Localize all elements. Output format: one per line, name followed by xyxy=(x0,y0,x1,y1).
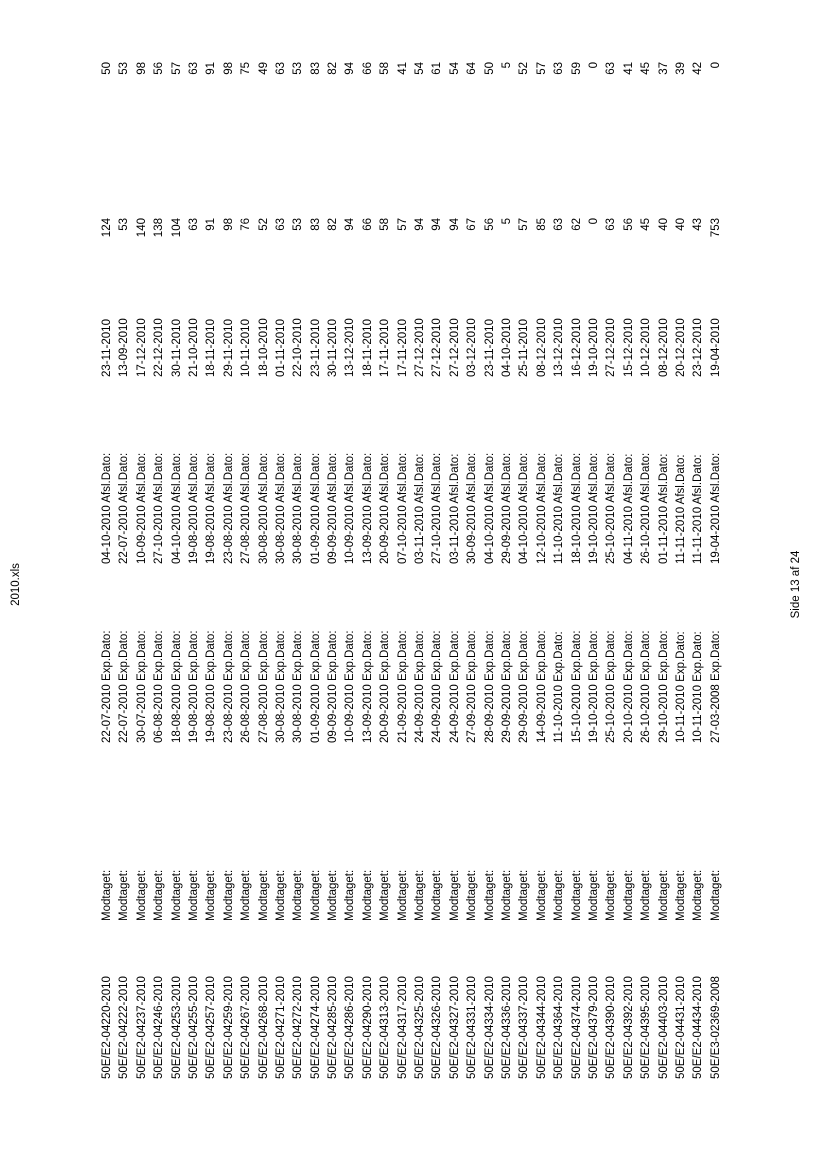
days-total: 67 xyxy=(466,218,479,231)
days-total: 57 xyxy=(518,218,531,231)
received-label: Modtaget: xyxy=(518,869,531,921)
days-total: 58 xyxy=(379,218,392,231)
days-processing: 45 xyxy=(640,62,653,75)
received-date: 30-08-2010 Exp.Dato: xyxy=(292,630,305,743)
closed-date: 13-12-2010 xyxy=(553,318,566,377)
table-row xyxy=(169,44,186,1104)
days-processing: 63 xyxy=(274,62,287,75)
days-processing: 54 xyxy=(414,62,427,75)
case-id: 50E/E2-04327-2010 xyxy=(448,976,461,1079)
case-id: 50E/E2-04222-2010 xyxy=(118,976,131,1079)
table-row xyxy=(186,44,203,1104)
received-label: Modtaget: xyxy=(500,869,513,921)
days-processing: 41 xyxy=(622,62,635,75)
case-id: 50E/E2-04317-2010 xyxy=(396,976,409,1079)
exp-date: 30-08-2010 Afsl.Dato: xyxy=(274,452,287,564)
exp-date: 01-09-2010 Afsl.Dato: xyxy=(309,452,322,564)
days-processing: 63 xyxy=(605,62,618,75)
closed-date: 10-12-2010 xyxy=(640,318,653,377)
exp-date: 27-10-2010 Afsl.Dato: xyxy=(153,452,166,564)
received-label: Modtaget: xyxy=(622,869,635,921)
received-date: 11-10-2010 Exp.Dato: xyxy=(553,631,566,743)
closed-date: 25-11-2010 xyxy=(518,319,531,377)
received-label: Modtaget: xyxy=(187,869,200,921)
received-date: 25-10-2010 Exp.Dato: xyxy=(605,630,618,743)
days-total: 83 xyxy=(309,218,322,231)
table-row xyxy=(429,44,446,1104)
days-total: 63 xyxy=(187,218,200,231)
table-row xyxy=(360,44,377,1104)
case-id: 50E/E2-04336-2010 xyxy=(500,976,513,1079)
table-row xyxy=(673,44,690,1104)
case-id: 50E/E2-04374-2010 xyxy=(570,976,583,1079)
exp-date: 04-10-2010 Afsl.Dato: xyxy=(101,452,113,564)
received-date: 19-08-2010 Exp.Dato: xyxy=(205,630,218,743)
closed-date: 17-12-2010 xyxy=(135,318,148,377)
received-label: Modtaget: xyxy=(135,869,148,921)
exp-date: 04-10-2010 Afsl.Dato: xyxy=(170,452,183,564)
table-row xyxy=(412,44,429,1104)
table-row xyxy=(273,44,290,1104)
record-table xyxy=(99,44,725,1104)
exp-date: 04-10-2010 Afsl.Dato: xyxy=(518,452,531,564)
closed-date: 19-10-2010 xyxy=(587,318,600,377)
received-label: Modtaget: xyxy=(466,869,479,921)
exp-date: 19-08-2010 Afsl.Dato: xyxy=(187,452,200,564)
table-row xyxy=(99,44,116,1104)
days-processing: 50 xyxy=(101,62,113,75)
table-row xyxy=(395,44,412,1104)
days-total: 76 xyxy=(240,218,253,231)
received-label: Modtaget: xyxy=(309,869,322,921)
closed-date: 22-12-2010 xyxy=(153,318,166,377)
closed-date: 23-11-2010 xyxy=(309,319,322,377)
days-total: 5 xyxy=(500,218,513,225)
closed-date: 15-12-2010 xyxy=(622,318,635,377)
received-label: Modtaget: xyxy=(605,869,618,921)
received-label: Modtaget: xyxy=(640,869,653,921)
received-label: Modtaget: xyxy=(674,869,687,921)
table-row xyxy=(586,44,603,1104)
days-processing: 75 xyxy=(240,62,253,75)
received-date: 29-09-2010 Exp.Dato: xyxy=(500,630,513,743)
days-processing: 0 xyxy=(587,62,600,69)
received-date: 26-08-2010 Exp.Dato: xyxy=(240,630,253,743)
days-processing: 37 xyxy=(657,62,670,75)
table-row xyxy=(482,44,499,1104)
table-row xyxy=(690,44,707,1104)
case-id: 50E/E2-04259-2010 xyxy=(222,976,235,1079)
days-total: 94 xyxy=(344,218,357,231)
days-processing: 57 xyxy=(535,62,548,75)
closed-date: 19-04-2010 xyxy=(709,318,722,377)
days-total: 52 xyxy=(257,218,270,231)
exp-date: 30-08-2010 Afsl.Dato: xyxy=(292,452,305,564)
days-total: 63 xyxy=(553,218,566,231)
closed-date: 23-12-2010 xyxy=(692,318,705,377)
days-total: 40 xyxy=(657,218,670,231)
received-date: 20-09-2010 Exp.Dato: xyxy=(379,630,392,743)
table-row xyxy=(447,44,464,1104)
exp-date: 22-07-2010 Afsl.Dato: xyxy=(118,452,131,564)
received-date: 14-09-2010 Exp.Dato: xyxy=(535,630,548,743)
case-id: 50E/E2-04220-2010 xyxy=(101,976,113,1079)
days-total: 753 xyxy=(709,218,722,238)
received-label: Modtaget: xyxy=(344,869,357,921)
received-label: Modtaget: xyxy=(570,869,583,921)
table-row xyxy=(499,44,516,1104)
page-footer-number: Side 13 af 24 xyxy=(790,550,802,619)
days-total: 98 xyxy=(222,218,235,231)
days-processing: 63 xyxy=(187,62,200,75)
case-id: 50E/E2-04390-2010 xyxy=(605,976,618,1079)
closed-date: 21-10-2010 xyxy=(187,318,200,377)
table-row xyxy=(134,44,151,1104)
days-processing: 61 xyxy=(431,62,444,75)
case-id: 50E/E2-04267-2010 xyxy=(240,976,253,1079)
received-date: 10-11-2010 Exp.Dato: xyxy=(692,631,705,743)
exp-date: 10-09-2010 Afsl.Dato: xyxy=(135,452,148,564)
closed-date: 27-12-2010 xyxy=(414,318,427,377)
days-total: 63 xyxy=(274,218,287,231)
days-processing: 53 xyxy=(118,62,131,75)
exp-date: 20-09-2010 Afsl.Dato: xyxy=(379,452,392,564)
received-date: 27-08-2010 Exp.Dato: xyxy=(257,630,270,743)
days-total: 40 xyxy=(674,218,687,231)
case-id: 50E/E2-04257-2010 xyxy=(205,976,218,1079)
days-processing: 58 xyxy=(379,62,392,75)
exp-date: 09-09-2010 Afsl.Dato: xyxy=(327,452,340,564)
case-id: 50E/E2-04344-2010 xyxy=(535,976,548,1079)
table-row xyxy=(151,44,168,1104)
closed-date: 13-12-2010 xyxy=(344,318,357,377)
exp-date: 03-11-2010 Afsl.Dato: xyxy=(448,453,461,564)
exp-date: 19-10-2010 Afsl.Dato: xyxy=(587,452,600,564)
received-date: 27-09-2010 Exp.Dato: xyxy=(466,630,479,743)
exp-date: 11-10-2010 Afsl.Dato: xyxy=(553,453,566,564)
received-label: Modtaget: xyxy=(240,869,253,921)
closed-date: 27-12-2010 xyxy=(448,318,461,377)
table-row xyxy=(621,44,638,1104)
received-label: Modtaget: xyxy=(657,869,670,921)
table-row xyxy=(238,44,255,1104)
table-row xyxy=(464,44,481,1104)
days-total: 45 xyxy=(640,218,653,231)
received-label: Modtaget: xyxy=(118,869,131,921)
received-date: 20-10-2010 Exp.Dato: xyxy=(622,630,635,743)
table-row xyxy=(638,44,655,1104)
received-label: Modtaget: xyxy=(274,869,287,921)
days-processing: 41 xyxy=(396,62,409,75)
case-id: 50E/E2-04326-2010 xyxy=(431,976,444,1079)
received-label: Modtaget: xyxy=(379,869,392,921)
table-row xyxy=(325,44,342,1104)
received-date: 10-09-2010 Exp.Dato: xyxy=(344,630,357,743)
days-processing: 98 xyxy=(222,62,235,75)
table-row xyxy=(290,44,307,1104)
days-total: 63 xyxy=(605,218,618,231)
closed-date: 23-11-2010 xyxy=(483,319,496,377)
case-id: 50E/E2-04334-2010 xyxy=(483,976,496,1079)
closed-date: 22-10-2010 xyxy=(292,318,305,377)
case-id: 50E/E2-04285-2010 xyxy=(327,976,340,1079)
days-processing: 5 xyxy=(500,62,513,69)
days-processing: 66 xyxy=(361,62,374,75)
days-total: 94 xyxy=(448,218,461,231)
case-id: 50E/E2-04246-2010 xyxy=(153,976,166,1079)
exp-date: 30-09-2010 Afsl.Dato: xyxy=(466,452,479,564)
case-id: 50E/E2-04286-2010 xyxy=(344,976,357,1079)
received-label: Modtaget: xyxy=(431,869,444,921)
days-total: 104 xyxy=(170,218,183,238)
received-date: 18-08-2010 Exp.Dato: xyxy=(170,630,183,743)
closed-date: 13-09-2010 xyxy=(118,318,131,377)
exp-date: 19-08-2010 Afsl.Dato: xyxy=(205,452,218,564)
case-id: 50E/E2-04431-2010 xyxy=(674,976,687,1079)
case-id: 50E/E2-04337-2010 xyxy=(518,976,531,1079)
table-row xyxy=(116,44,133,1104)
days-processing: 57 xyxy=(170,62,183,75)
received-date: 24-09-2010 Exp.Dato: xyxy=(448,630,461,743)
received-label: Modtaget: xyxy=(396,869,409,921)
exp-date: 25-10-2010 Afsl.Dato: xyxy=(605,452,618,564)
closed-date: 27-12-2010 xyxy=(431,318,444,377)
received-label: Modtaget: xyxy=(101,869,113,921)
closed-date: 18-11-2010 xyxy=(361,319,374,377)
days-processing: 94 xyxy=(344,62,357,75)
closed-date: 03-12-2010 xyxy=(466,318,479,377)
closed-date: 17-11-2010 xyxy=(396,319,409,377)
days-total: 56 xyxy=(622,218,635,231)
closed-date: 16-12-2010 xyxy=(570,318,583,377)
table-row xyxy=(551,44,568,1104)
received-label: Modtaget: xyxy=(257,869,270,921)
table-row xyxy=(377,44,394,1104)
days-processing: 82 xyxy=(327,62,340,75)
received-label: Modtaget: xyxy=(222,869,235,921)
days-total: 66 xyxy=(361,218,374,231)
closed-date: 27-12-2010 xyxy=(605,318,618,377)
closed-date: 30-11-2010 xyxy=(327,319,340,377)
days-total: 85 xyxy=(535,218,548,231)
exp-date: 18-10-2010 Afsl.Dato: xyxy=(570,452,583,564)
exp-date: 04-11-2010 Afsl.Dato: xyxy=(622,453,635,564)
exp-date: 27-10-2010 Afsl.Dato: xyxy=(431,452,444,564)
days-processing: 50 xyxy=(483,62,496,75)
case-id: 50E/E2-04434-2010 xyxy=(692,976,705,1079)
table-row xyxy=(534,44,551,1104)
table-row xyxy=(569,44,586,1104)
closed-date: 08-12-2010 xyxy=(657,318,670,377)
days-total: 43 xyxy=(692,218,705,231)
days-processing: 56 xyxy=(153,62,166,75)
exp-date: 23-08-2010 Afsl.Dato: xyxy=(222,452,235,564)
received-label: Modtaget: xyxy=(692,869,705,921)
closed-date: 10-11-2010 xyxy=(240,319,253,377)
days-processing: 49 xyxy=(257,62,270,75)
table-row xyxy=(708,44,725,1104)
received-date: 06-08-2010 Exp.Dato: xyxy=(153,630,166,743)
case-id: 50E/E2-04395-2010 xyxy=(640,976,653,1079)
closed-date: 18-10-2010 xyxy=(257,318,270,377)
exp-date: 10-09-2010 Afsl.Dato: xyxy=(344,452,357,564)
days-processing: 42 xyxy=(692,62,705,75)
days-processing: 63 xyxy=(553,62,566,75)
received-date: 24-09-2010 Exp.Dato: xyxy=(431,630,444,743)
exp-date: 11-11-2010 Afsl.Dato: xyxy=(674,454,687,564)
received-label: Modtaget: xyxy=(448,869,461,921)
table-row xyxy=(203,44,220,1104)
received-date: 27-03-2008 Exp.Dato: xyxy=(709,630,722,743)
received-date: 10-11-2010 Exp.Dato: xyxy=(674,631,687,743)
days-processing: 64 xyxy=(466,62,479,75)
received-date: 19-08-2010 Exp.Dato: xyxy=(187,630,200,743)
exp-date: 30-08-2010 Afsl.Dato: xyxy=(257,452,270,564)
days-total: 94 xyxy=(431,218,444,231)
closed-date: 17-11-2010 xyxy=(379,319,392,377)
table-row xyxy=(656,44,673,1104)
received-label: Modtaget: xyxy=(553,869,566,921)
days-total: 57 xyxy=(396,218,409,231)
days-processing: 83 xyxy=(309,62,322,75)
received-date: 29-09-2010 Exp.Dato: xyxy=(518,630,531,743)
exp-date: 13-09-2010 Afsl.Dato: xyxy=(361,452,374,564)
received-date: 22-07-2010 Exp.Dato: xyxy=(101,630,113,743)
case-id: 50E/E2-04331-2010 xyxy=(466,976,479,1079)
case-id: 50E/E2-04255-2010 xyxy=(187,976,200,1079)
days-total: 56 xyxy=(483,218,496,231)
received-date: 15-10-2010 Exp.Dato: xyxy=(570,630,583,743)
received-date: 22-07-2010 Exp.Dato: xyxy=(118,630,131,743)
received-date: 21-09-2010 Exp.Dato: xyxy=(396,630,409,743)
days-total: 140 xyxy=(135,218,148,238)
received-date: 09-09-2010 Exp.Dato: xyxy=(327,630,340,743)
days-total: 53 xyxy=(118,218,131,231)
closed-date: 04-10-2010 xyxy=(500,318,513,377)
case-id: 50E/E2-04272-2010 xyxy=(292,976,305,1079)
case-id: 50E/E2-04392-2010 xyxy=(622,976,635,1079)
case-id: 50E/E2-04325-2010 xyxy=(414,976,427,1079)
received-date: 13-09-2010 Exp.Dato: xyxy=(361,630,374,743)
days-processing: 0 xyxy=(709,62,722,69)
days-processing: 39 xyxy=(674,62,687,75)
received-label: Modtaget: xyxy=(170,869,183,921)
closed-date: 18-11-2010 xyxy=(205,319,218,377)
days-total: 82 xyxy=(327,218,340,231)
exp-date: 03-11-2010 Afsl.Dato: xyxy=(414,453,427,564)
received-date: 26-10-2010 Exp.Dato: xyxy=(640,630,653,743)
case-id: 50E/E2-04403-2010 xyxy=(657,976,670,1079)
days-total: 94 xyxy=(414,218,427,231)
received-date: 19-10-2010 Exp.Dato: xyxy=(587,630,600,743)
exp-date: 29-09-2010 Afsl.Dato: xyxy=(500,452,513,564)
case-id: 50E/E2-04237-2010 xyxy=(135,976,148,1079)
received-label: Modtaget: xyxy=(153,869,166,921)
received-label: Modtaget: xyxy=(483,869,496,921)
received-date: 30-07-2010 Exp.Dato: xyxy=(135,630,148,743)
days-processing: 98 xyxy=(135,62,148,75)
received-date: 24-09-2010 Exp.Dato: xyxy=(414,630,427,743)
days-total: 0 xyxy=(587,218,600,225)
table-row xyxy=(603,44,620,1104)
case-id: 50E/E3-02369-2008 xyxy=(709,976,722,1079)
case-id: 50E/E2-04253-2010 xyxy=(170,976,183,1079)
case-id: 50E/E2-04379-2010 xyxy=(587,976,600,1079)
days-processing: 59 xyxy=(570,62,583,75)
case-id: 50E/E2-04313-2010 xyxy=(379,976,392,1079)
received-label: Modtaget: xyxy=(205,869,218,921)
received-label: Modtaget: xyxy=(327,869,340,921)
case-id: 50E/E2-04268-2010 xyxy=(257,976,270,1079)
received-label: Modtaget: xyxy=(361,869,374,921)
case-id: 50E/E2-04271-2010 xyxy=(274,976,287,1079)
case-id: 50E/E2-04274-2010 xyxy=(309,976,322,1079)
table-row xyxy=(342,44,359,1104)
table-row xyxy=(308,44,325,1104)
received-date: 29-10-2010 Exp.Dato: xyxy=(657,630,670,743)
case-id: 50E/E2-04364-2010 xyxy=(553,976,566,1079)
received-date: 30-08-2010 Exp.Dato: xyxy=(274,630,287,743)
closed-date: 29-11-2010 xyxy=(222,319,235,377)
days-total: 53 xyxy=(292,218,305,231)
exp-date: 04-10-2010 Afsl.Dato: xyxy=(483,452,496,564)
closed-date: 23-11-2010 xyxy=(101,319,113,377)
days-total: 91 xyxy=(205,218,218,231)
days-processing: 53 xyxy=(292,62,305,75)
received-label: Modtaget: xyxy=(414,869,427,921)
received-label: Modtaget: xyxy=(587,869,600,921)
days-total: 138 xyxy=(153,218,166,238)
days-processing: 54 xyxy=(448,62,461,75)
days-total: 62 xyxy=(570,218,583,231)
exp-date: 19-04-2010 Afsl.Dato: xyxy=(709,452,722,564)
received-date: 23-08-2010 Exp.Dato: xyxy=(222,630,235,743)
page-header-title: 2010.xls xyxy=(10,563,22,606)
days-total: 124 xyxy=(101,218,113,238)
exp-date: 12-10-2010 Afsl.Dato: xyxy=(535,452,548,564)
closed-date: 08-12-2010 xyxy=(535,318,548,377)
exp-date: 26-10-2010 Afsl.Dato: xyxy=(640,452,653,564)
case-id: 50E/E2-04290-2010 xyxy=(361,976,374,1079)
table-row xyxy=(516,44,533,1104)
closed-date: 20-12-2010 xyxy=(674,318,687,377)
closed-date: 30-11-2010 xyxy=(170,319,183,377)
received-label: Modtaget: xyxy=(709,869,722,921)
exp-date: 27-08-2010 Afsl.Dato: xyxy=(240,452,253,564)
received-label: Modtaget: xyxy=(535,869,548,921)
received-label: Modtaget: xyxy=(292,869,305,921)
exp-date: 07-10-2010 Afsl.Dato: xyxy=(396,452,409,564)
table-row xyxy=(221,44,238,1104)
received-date: 28-09-2010 Exp.Dato: xyxy=(483,630,496,743)
days-processing: 91 xyxy=(205,62,218,75)
closed-date: 01-11-2010 xyxy=(274,319,287,377)
table-row xyxy=(256,44,273,1104)
days-processing: 52 xyxy=(518,62,531,75)
received-date: 01-09-2010 Exp.Dato: xyxy=(309,630,322,743)
exp-date: 01-11-2010 Afsl.Dato: xyxy=(657,453,670,564)
exp-date: 11-11-2010 Afsl.Dato: xyxy=(692,454,705,564)
